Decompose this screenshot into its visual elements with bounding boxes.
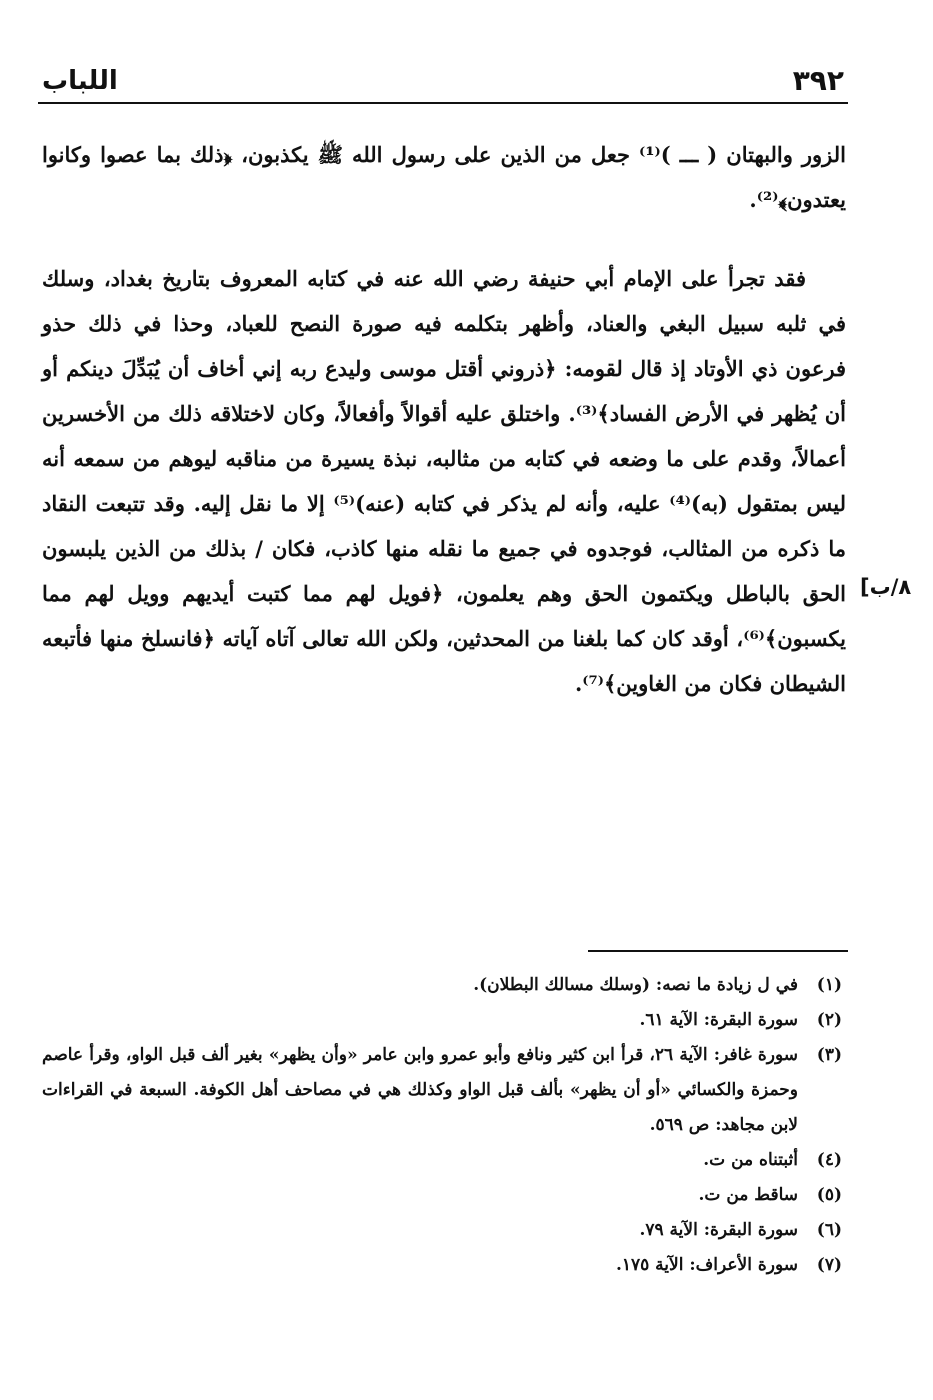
footnote-number: (٢) bbox=[816, 1010, 842, 1030]
footnote-item bbox=[42, 1213, 842, 1248]
page-header bbox=[38, 62, 848, 104]
body-paragraph-1 bbox=[42, 132, 846, 222]
paragraph-text: الزور والبهتان ( ـــ )⁽¹⁾ جعل من الذين على رسول الله ﷺ يكذبون، ﴿ذلك بما عصوا وكانوا يعتدون﴾⁽²⁾. bbox=[42, 142, 847, 212]
footnote-number: (٤) bbox=[816, 1150, 842, 1170]
footnote-item bbox=[42, 968, 842, 1003]
footnote-text: سورة البقرة: الآية ٧٩. bbox=[639, 1220, 798, 1240]
footnote-item bbox=[42, 1038, 842, 1143]
footnote-item bbox=[42, 1178, 842, 1213]
footnote-number: (٦) bbox=[816, 1220, 842, 1240]
footnote-text: سورة البقرة: الآية ٦١. bbox=[639, 1010, 798, 1030]
footnotes bbox=[42, 968, 842, 1283]
footnote-item bbox=[42, 1143, 842, 1178]
manuscript-folio-marker: ٨/ب] bbox=[860, 575, 912, 599]
page-number: ٣٩٢ bbox=[792, 64, 844, 97]
footnote-text: سورة غافر: الآية ٢٦، قرأ ابن كثير ونافع وأبو عمرو وابن عامر «وأن يظهر» بغير ألف قبل الواو، وقرأ عاصم وحمزة والكسائي «أو أن يظهر» بألف قبل الواو وكذلك هي في مصاحف أهل الكوفة. السبعة في القراءات لابن مجاهد: ص ٥٦٩. bbox=[42, 1045, 798, 1135]
footnote-item bbox=[42, 1248, 842, 1283]
footnote-text: أثبتناه من ت. bbox=[703, 1150, 798, 1170]
footnote-text: في ل زيادة ما نصه: (وسلك مسالك البطلان). bbox=[473, 975, 798, 995]
footnote-number: (٧) bbox=[816, 1255, 842, 1275]
footnote-text: ساقط من ت. bbox=[698, 1185, 798, 1205]
running-title: اللباب bbox=[42, 66, 118, 96]
paragraph-text: فقد تجرأ على الإمام أبي حنيفة رضي الله عنه في كتابه المعروف بتاريخ بغداد، وسلك في ثلبه سبيل البغي والعناد، وأظهر بتكلمه فيه صورة النصح للعباد، وحذا في ذلك حذو فرعون ذي الأوتاد إذ قال لقومه: ﴿ذروني أقتل موسى وليدع ربه إني أخاف أن يُبَدِّلَ دينكم أو أن يُظهر في الأرض الفساد﴾⁽³⁾. واختلق عليه أقوالاً وأفعالاً، وكان لاختلاقه ذلك من الأخسرين أعمالاً، وقدم على ما وضعه في كتابه من مثالبه، نبذة يسيرة من مناقبه ليوهم من سمعه أنه ليس بمتقول (به)⁽⁴⁾ عليه، وأنه لم يذكر في كتابه (عنه)⁽⁵⁾ إلا ما نقل إليه. وقد تتبعت النقاد ما ذكره من المثالب، فوجدوه في جميع ما نقله منها كاذب، فكان / بذلك من الذين يلبسون الحق بالباطل ويكتمون الحق وهم يعلمون، ﴿فويل لهم مما كتبت أيديهم وويل لهم مما يكسبون﴾⁽⁶⁾، أوقد كان كما بلغنا من المحدثين، ولكن الله تعالى آتاه آياته ﴿فانسلخ منها فأتبعه الشيطان فكان من الغاوين﴾⁽⁷⁾. bbox=[42, 266, 846, 696]
footnote-number: (١) bbox=[816, 975, 842, 995]
footnote-number: (٣) bbox=[816, 1045, 842, 1065]
footnote-text: سورة الأعراف: الآية ١٧٥. bbox=[615, 1255, 798, 1275]
body-paragraph-2 bbox=[42, 256, 846, 706]
footnote-item bbox=[42, 1003, 842, 1038]
footnote-number: (٥) bbox=[816, 1185, 842, 1205]
footnote-separator bbox=[588, 950, 848, 952]
